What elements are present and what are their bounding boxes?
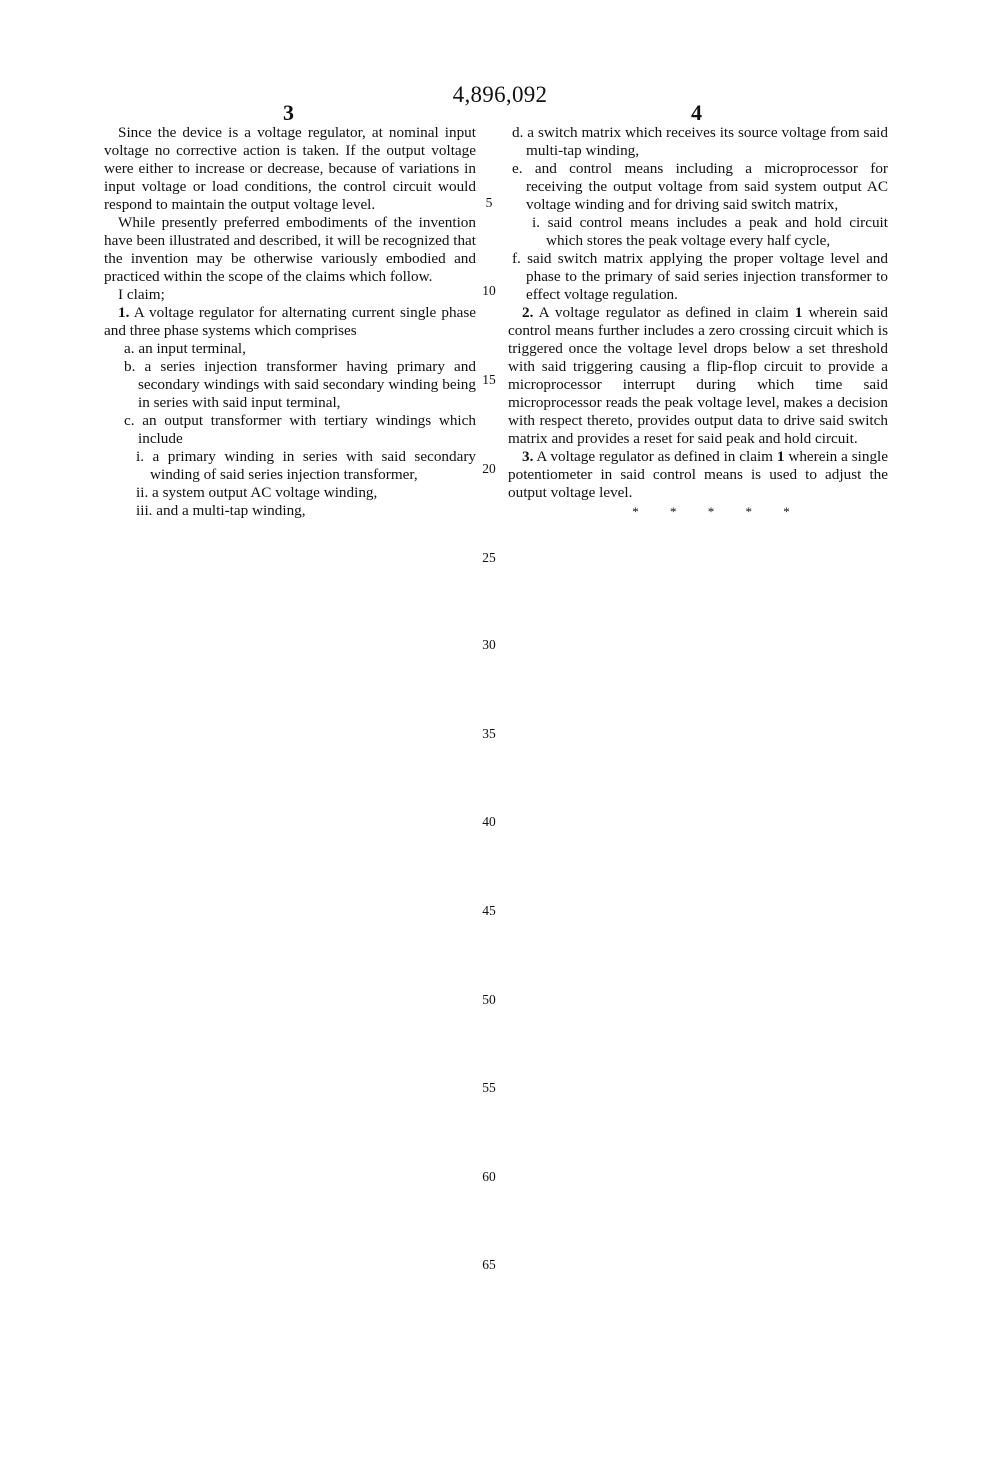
line-number: 15 xyxy=(482,372,496,387)
line-number: 55 xyxy=(482,1080,496,1095)
claim-1-item-b: b. a series injection transformer having primary and secondary windings with said secondary winding being in series with said input terminal, xyxy=(124,358,476,411)
line-number: 35 xyxy=(482,726,496,741)
claim-1-item-c-iii: iii. and a multi-tap winding, xyxy=(136,502,306,519)
claim-1-item-c: c. an output transformer with tertiary windings which include xyxy=(124,412,476,447)
patent-number: 4,896,092 xyxy=(452,82,548,107)
claim-intro: I claim; xyxy=(118,286,165,303)
right-column xyxy=(508,124,888,521)
line-number: 65 xyxy=(482,1257,496,1272)
paragraph-nominal-voltage: Since the device is a voltage regulator, at nominal input voltage no corrective action is taken. If the output voltage were either to increase or decrease, because of variations in input voltage or load conditions, the control circuit would respond to maintain the output voltage level. xyxy=(104,124,476,213)
claim-1-item-d: d. a switch matrix which receives its source voltage from said multi-tap winding, xyxy=(512,124,888,159)
claim-1-number: 1. xyxy=(118,304,130,321)
claim-2-pre: A voltage regulator as defined in claim xyxy=(538,304,789,321)
claim-1-text: A voltage regulator for alternating current single phase and three phase systems which comprises xyxy=(104,304,476,339)
line-number: 30 xyxy=(482,637,496,652)
claim-3-number: 3. xyxy=(522,448,534,465)
claim-3-post: wherein a single potentiometer in said control means is used to adjust the output voltage level. xyxy=(508,448,889,501)
line-number: 10 xyxy=(482,283,496,298)
line-number: 20 xyxy=(482,461,496,476)
claim-3-reference: 1 xyxy=(776,448,785,465)
claim-3-pre: A voltage regulator as defined in claim xyxy=(536,448,774,465)
left-column xyxy=(104,124,476,520)
line-number: 25 xyxy=(482,550,496,565)
line-number: 5 xyxy=(485,195,493,210)
claim-1-item-f: f. said switch matrix applying the proper voltage level and phase to the primary of said series injection transformer to effect voltage regulation. xyxy=(512,250,888,303)
claim-2-reference: 1 xyxy=(794,304,803,321)
right-page-number: 4 xyxy=(691,100,702,125)
end-of-document-marks: * * * * * xyxy=(632,504,804,519)
line-number: 50 xyxy=(482,992,496,1007)
claim-2 xyxy=(508,304,888,448)
claim-1 xyxy=(104,304,476,340)
claim-3 xyxy=(508,448,888,502)
line-number: 60 xyxy=(482,1169,496,1184)
claim-2-number: 2. xyxy=(522,304,534,321)
claim-1-item-c-i: i. a primary winding in series with said secondary winding of said series injection transformer, xyxy=(136,448,476,483)
claim-2-post: wherein said control means further includes a zero crossing circuit which is triggered once the voltage level drops below a set threshold with said triggering causing a flip-flop circuit to provide a microprocessor interrupt during which time said microprocessor reads the peak voltage level, makes a decision with respect thereto, provides output data to drive said switch matrix and provides a reset for said peak and hold circuit. xyxy=(508,304,889,447)
claim-1-item-e: e. and control means including a microprocessor for receiving the output voltage from said system output AC voltage winding and for driving said switch matrix, xyxy=(512,160,888,213)
paragraph-embodiments: While presently preferred embodiments of the invention have been illustrated and described, it will be recognized that the invention may be otherwise variously embodied and practiced within the scope of the claims which follow. xyxy=(104,214,476,285)
line-number: 40 xyxy=(482,814,496,829)
claim-1-item-c-ii: ii. a system output AC voltage winding, xyxy=(136,484,378,501)
line-number: 45 xyxy=(482,903,496,918)
claim-1-item-a: a. an input terminal, xyxy=(124,340,246,357)
left-page-number: 3 xyxy=(283,100,294,125)
claim-1-item-e-i: i. said control means includes a peak and hold circuit which stores the peak voltage every half cycle, xyxy=(532,214,888,249)
